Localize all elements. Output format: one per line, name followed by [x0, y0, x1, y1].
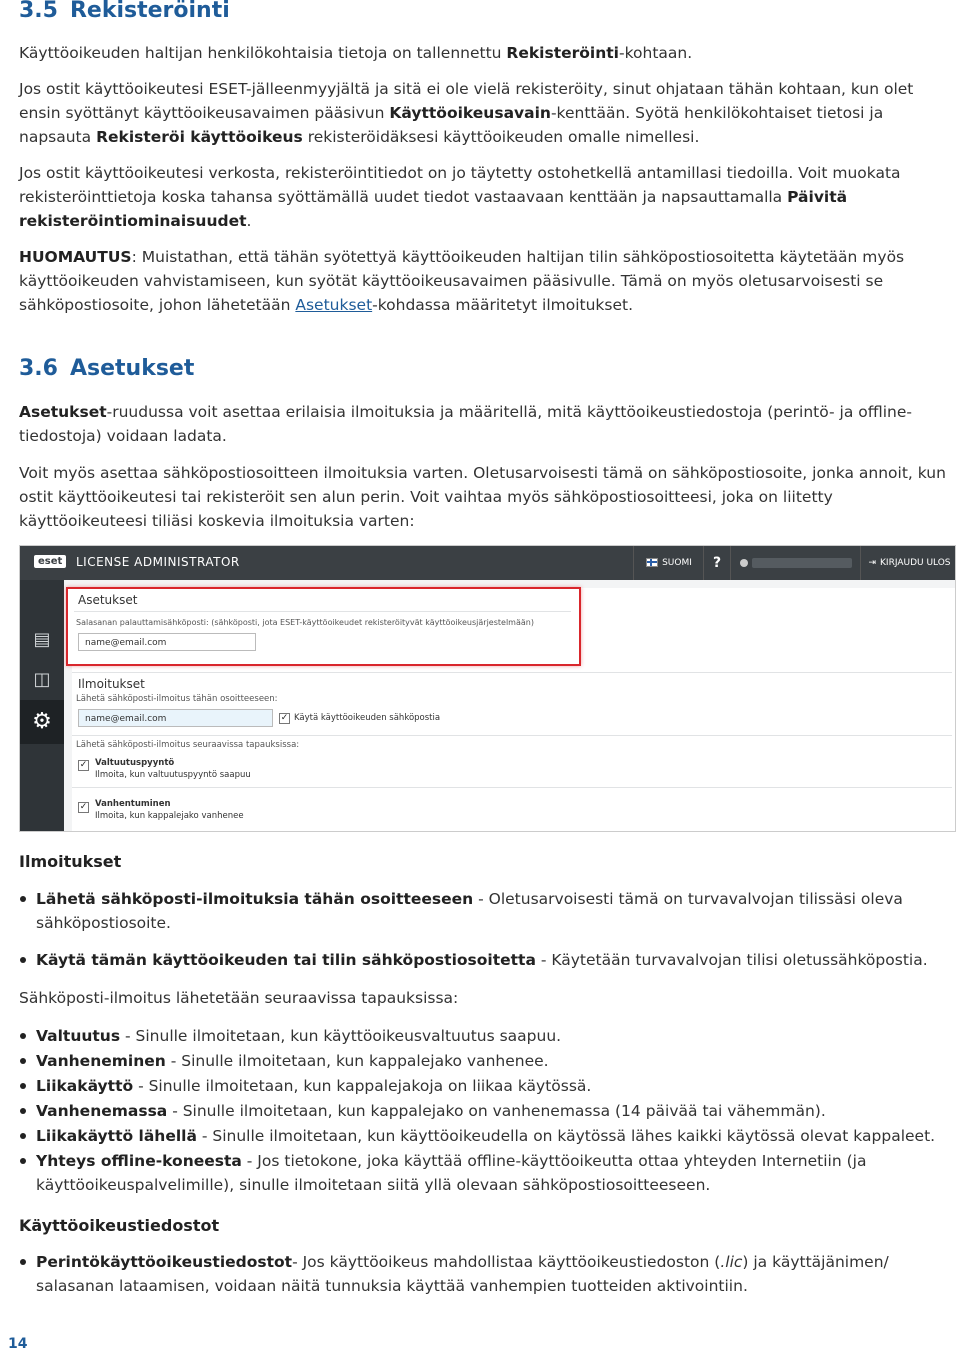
divider [72, 787, 952, 788]
section-heading-3-6 [19, 356, 194, 381]
list-item: Vanhenemassa - Sinulle ilmoitetaan, kun kappalejako on vanhenemassa (14 päivää tai vähemmän). [19, 1099, 954, 1123]
highlighted-settings-section [66, 587, 581, 666]
expiration-desc: Ilmoita, kun kappalejako vanhenee [95, 811, 244, 821]
paragraph: Jos ostit käyttöoikeutesi ESET-jälleenmyyjältä ja sitä ei ole vielä rekisteröity, sinut ohjataan tähän kohtaan, kun olet ensin syöttänyt käyttöoikeusavaimen pääsivun Käyttöoikeusavain-kenttään. Syötä henkilökohtaiset tietosi ja napsauta Rekisteröi käyttöoikeus rekisteröidäksesi käyttöoikeuden omalle nimellesi. [19, 80, 914, 146]
section-title: Rekisteröinti [69, 0, 230, 23]
expiration-title: Vanhentuminen [95, 799, 171, 809]
app-title: LICENSE ADMINISTRATOR [76, 555, 240, 569]
section-number: 3.5 [19, 0, 58, 23]
logout-icon: ⇥ [868, 558, 877, 568]
language-selector[interactable]: SUOMI [633, 546, 704, 580]
expiration-checkbox[interactable]: ✓ [79, 802, 88, 812]
authorization-request-desc: Ilmoita, kun valtuutuspyyntö saapuu [95, 770, 251, 780]
section-number: 3.6 [19, 356, 58, 381]
recovery-email-input[interactable]: name@email.com [78, 633, 256, 651]
user-email-blurred [752, 558, 852, 568]
app-topbar [20, 546, 955, 580]
license-administrator-screenshot [19, 545, 956, 832]
use-license-email-label: Käytä käyttöoikeuden sähköpostia [294, 713, 441, 723]
list-item: Lähetä sähköposti-ilmoituksia tähän osoitteeseen - Oletusarvoisesti tämä on turvavalvojan tilissäsi oleva sähköpostiosoite. [19, 887, 939, 935]
use-license-email-checkbox[interactable]: ✓ [280, 713, 289, 723]
notification-intro: Sähköposti-ilmoitus lähetetään seuraavissa tapauksissa: [19, 989, 459, 1007]
authorization-request-title: Valtuutuspyyntö [95, 758, 175, 768]
section-heading-3-5 [19, 0, 230, 23]
app-sidebar [20, 580, 64, 832]
note-paragraph: HUOMAUTUS: Muistathan, että tähän syötettyä käyttöoikeuden haltijan tilin sähköpostiosoitetta käytetään myös käyttöoikeuden vahvistamiseen, kun syötät käyttöoikeusavaimen pääsivulle. Tämä on myös oletusarvoisesti se sähköpostiosoite, johon lähetetään Asetukset-kohdassa määritetyt ilmoitukset. [19, 248, 905, 314]
list-item: Yhteys offline-koneesta - Jos tietokone, joka käyttää offline-käyttöoikeutta ottaa yhteyden Internetiin (ja käyttöoikeuspalvelimille), sinulle ilmoitetaan siitä yllä olevaan sähköpostiosoitteeseen. [19, 1149, 954, 1197]
help-button[interactable]: ? [703, 546, 730, 580]
notifications-title: Ilmoitukset [78, 677, 145, 691]
paragraph: Käyttöoikeuden haltijan henkilökohtaisia tietoja on tallennettu Rekisteröinti-kohtaan. [19, 44, 693, 62]
divider [72, 672, 952, 673]
divider [74, 611, 571, 612]
list-item: Perintökäyttöoikeustiedostot- Jos käyttöoikeus mahdollistaa käyttöoikeustiedoston (.lic) ja käyttäjänimen/ salasanan lataamisen, voidaan näitä tunnuksia käyttää vanhempien tuotteiden aktivointiin. [19, 1250, 939, 1298]
paragraph: Jos ostit käyttöoikeutesi verkosta, rekisteröintitiedot on jo täytetty ostohetkellä antamillasi tiedoilla. Voit muokata rekisteröinttietoja koska tahansa syöttämällä uudet tiedot vastaavaan kenttään ja napsauttamalla Päivitä rekisteröintiominaisuudet. [19, 164, 901, 230]
license-files-list [19, 1250, 939, 1298]
notification-cases-list [19, 1024, 954, 1197]
list-item: Liikakäyttö lähellä - Sinulle ilmoitetaan, kun käyttöoikeudella on käytössä lähes kaikki käytössä olevat kappaleet. [19, 1124, 954, 1148]
list-item: Vanheneminen - Sinulle ilmoitetaan, kun kappalejako vanhenee. [19, 1049, 954, 1073]
list-item: Käytä tämän käyttöoikeuden tai tilin sähköpostiosoitetta - Käytetään turvavalvojan tilisi oletussähköpostia. [19, 948, 939, 972]
list-item: Valtuutus - Sinulle ilmoitetaan, kun käyttöoikeusvaltuutus saapuu. [19, 1024, 954, 1048]
section-title: Asetukset [69, 356, 195, 381]
settings-link[interactable]: Asetukset [295, 296, 373, 314]
page-number: 14 [8, 1336, 28, 1352]
paragraph: Voit myös asettaa sähköpostiosoitteen ilmoituksia varten. Oletusarvoisesti tämä on sähköpostiosoite, jonka annoit, kun ostit käyttöoikeutesi tai rekisteröit sen alun perin. Voit vaihtaa myös sähköpostiosoitteesi, joka on liitetty käyttöoikeuteesi tiliäsi koskevia ilmoituksia varten: [19, 464, 946, 530]
authorization-request-checkbox[interactable]: ✓ [79, 760, 88, 770]
notification-options-list [19, 887, 939, 972]
licenses-icon[interactable]: ▤ [33, 629, 51, 650]
user-icon [740, 559, 748, 567]
send-to-label: Lähetä sähköposti-ilmoitus tähän osoitteeseen: [76, 694, 278, 704]
logout-button[interactable]: ⇥ KIRJAUDU ULOS [860, 546, 956, 580]
gear-icon[interactable]: ⚙ [20, 700, 64, 744]
paragraph: Asetukset-ruudussa voit asettaa erilaisia ilmoituksia ja määritellä, mitä käyttöoikeustiedostoja (perintö- ja offline-tiedostoja) voidaan ladata. [19, 403, 912, 445]
recovery-email-label: Salasanan palauttamisähköposti: (sähköposti, jota ESET-käyttöoikeudet rekisteröityvät käyttöoikeusjärjestelmään) [76, 618, 534, 627]
eset-logo: eset [34, 555, 66, 568]
notifications-heading: Ilmoitukset [19, 852, 122, 871]
user-account[interactable] [730, 546, 861, 580]
settings-title: Asetukset [78, 593, 138, 607]
flag-icon [646, 558, 658, 567]
notification-email-input[interactable]: name@email.com [78, 709, 273, 727]
license-files-heading: Käyttöoikeustiedostot [19, 1216, 220, 1235]
box-icon[interactable]: ◫ [33, 669, 51, 690]
cases-label: Lähetä sähköposti-ilmoitus seuraavissa tapauksissa: [76, 740, 300, 750]
list-item: Liikakäyttö - Sinulle ilmoitetaan, kun kappalejakoja on liikaa käytössä. [19, 1074, 954, 1098]
divider [72, 735, 952, 736]
